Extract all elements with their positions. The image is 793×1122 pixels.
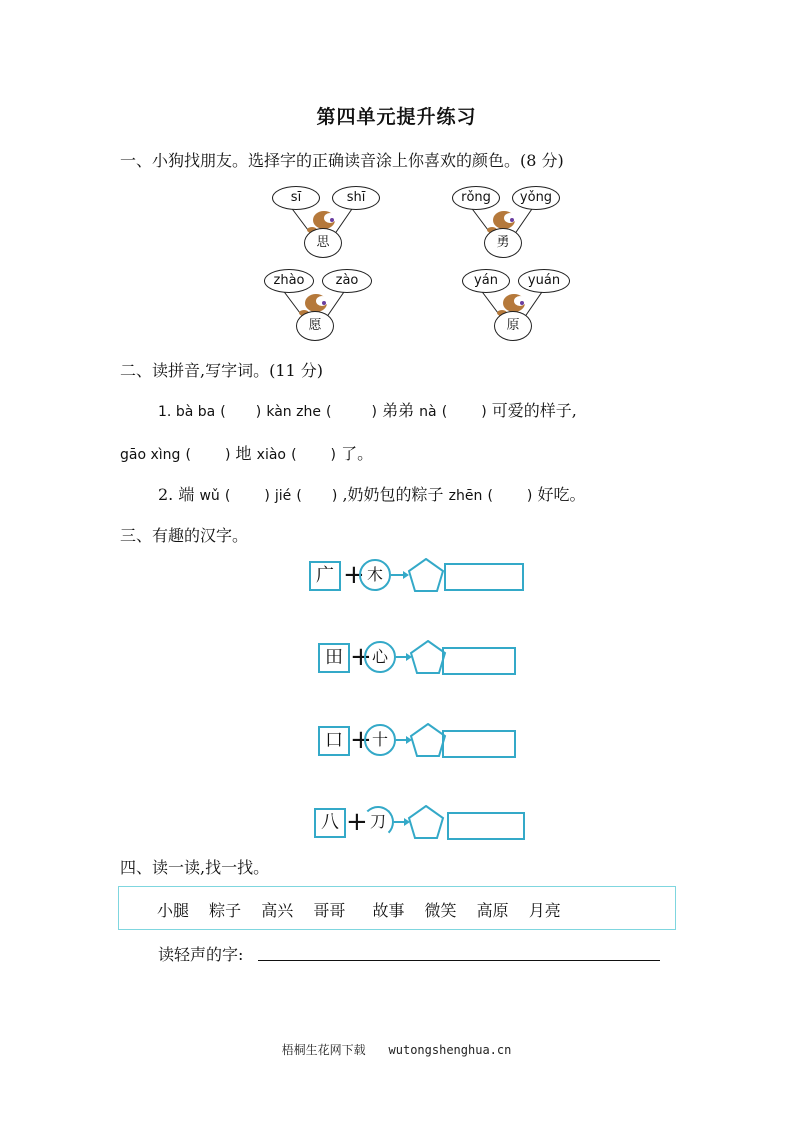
pinyin-option[interactable]: rǒng <box>452 186 500 210</box>
component-box: 广 <box>309 561 341 591</box>
pinyin: jié <box>274 488 292 504</box>
dog-item-3 <box>264 269 374 341</box>
pinyin-line-1: 1. bà ba ( ) kàn zhe ( ) 弟弟 nà ( ) 可爱的样子, <box>158 401 577 420</box>
text: 了。 <box>341 444 374 463</box>
pinyin-option[interactable]: yǒng <box>512 186 560 210</box>
word: 高兴 <box>261 901 294 920</box>
arrow-pentagon-icon <box>391 558 449 594</box>
word: 小腿 <box>157 901 190 920</box>
section3-heading: 三、有趣的汉字。 <box>120 526 249 545</box>
pinyin-line-2: gāo xìng ( ) 地 xiào ( ) 了。 <box>120 444 374 463</box>
component-box: 八 <box>314 808 346 838</box>
pinyin-option[interactable]: yuán <box>518 269 570 293</box>
plus-sign: + <box>346 807 368 837</box>
pinyin: zhēn <box>448 488 483 504</box>
footer-url: wutongshenghua.cn <box>388 1043 512 1057</box>
target-character: 愿 <box>296 311 334 341</box>
word: 粽子 <box>209 901 242 920</box>
word-box <box>118 886 676 930</box>
footer-site-name: 梧桐生花网下载 <box>281 1043 366 1057</box>
word: 月亮 <box>528 901 561 920</box>
page-title: 第四单元提升练习 <box>316 106 477 128</box>
section1-heading: 一、小狗找朋友。选择字的正确读音涂上你喜欢的颜色。(8 分) <box>120 151 564 170</box>
pinyin: xiào <box>256 447 286 463</box>
compose-row-2 <box>318 640 528 680</box>
plus-sign: + <box>343 560 365 590</box>
dog-item-2 <box>452 186 562 258</box>
pinyin: kàn zhe <box>266 404 321 420</box>
component-circle: 心 <box>364 641 396 673</box>
pinyin-option[interactable]: zhào <box>264 269 314 293</box>
pinyin: nà <box>419 404 437 420</box>
pinyin-option[interactable]: yán <box>462 269 510 293</box>
answer-line[interactable] <box>258 960 660 961</box>
compose-row-1 <box>309 558 529 598</box>
text: 弟弟 <box>382 401 415 420</box>
item-number: 1. <box>158 404 176 420</box>
pinyin-option[interactable]: zào <box>322 269 372 293</box>
answer-box[interactable] <box>447 812 525 840</box>
pinyin: gāo xìng <box>120 447 181 463</box>
target-character: 勇 <box>484 228 522 258</box>
target-character: 思 <box>304 228 342 258</box>
pinyin: bà ba <box>175 404 216 420</box>
pinyin-option[interactable]: shī <box>332 186 380 210</box>
section2-heading: 二、读拼音,写字词。(11 分) <box>120 361 324 380</box>
plus-sign: + <box>350 642 372 672</box>
component-box: 田 <box>318 643 350 673</box>
word: 微笑 <box>424 901 457 920</box>
word-list <box>157 898 576 921</box>
section4-heading: 四、读一读,找一找。 <box>120 858 270 877</box>
footer <box>0 1041 793 1058</box>
pinyin-line-3: 2. 端 wǔ ( ) jié ( ) ,奶奶包的粽子 zhēn ( ) 好吃。 <box>158 485 586 504</box>
plus-sign: + <box>350 725 372 755</box>
component-circle: 十 <box>364 724 396 756</box>
answer-box[interactable] <box>444 563 524 591</box>
text: 好吃。 <box>537 485 586 504</box>
text: 地 <box>235 444 252 463</box>
word: 哥哥 <box>313 901 346 920</box>
dog-item-1 <box>272 186 382 258</box>
answer-prompt: 读轻声的字: <box>158 945 244 964</box>
pinyin: wǔ <box>199 488 220 504</box>
pinyin-option[interactable]: sī <box>272 186 320 210</box>
component-box: 口 <box>318 726 350 756</box>
text: ,奶奶包的粽子 <box>342 485 444 504</box>
component-circle: 刀 <box>362 806 394 838</box>
compose-row-3 <box>318 723 528 763</box>
word: 故事 <box>372 901 405 920</box>
answer-box[interactable] <box>442 730 516 758</box>
compose-row-4 <box>314 805 529 845</box>
text: 可爱的样子, <box>491 401 577 420</box>
arrow-pentagon-icon <box>394 805 452 841</box>
dog-item-4 <box>462 269 572 341</box>
item-number: 2. 端 <box>158 485 195 504</box>
answer-box[interactable] <box>442 647 516 675</box>
component-circle: 木 <box>359 559 391 591</box>
word: 高原 <box>476 901 509 920</box>
target-character: 原 <box>494 311 532 341</box>
